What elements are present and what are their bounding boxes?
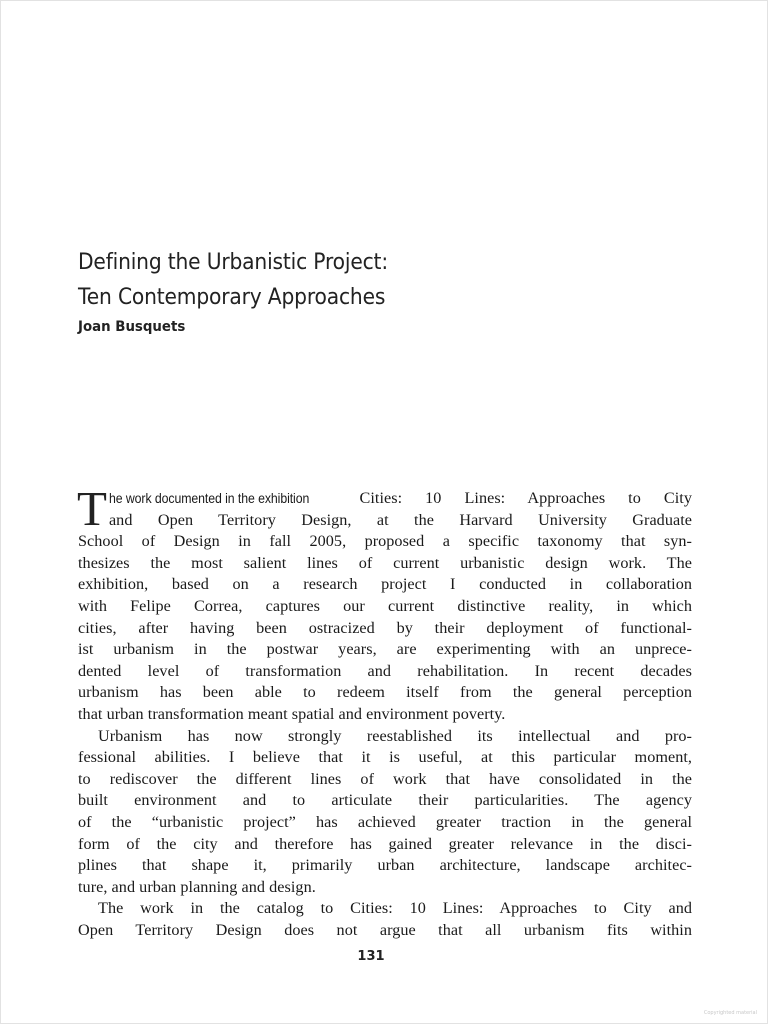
chapter-author: Joan Busquets: [78, 319, 186, 335]
body-line: School of Design in fall 2005, proposed a specific taxonomy that syn-: [78, 532, 692, 551]
body-line: built environment and to articulate their particularities. The agency: [78, 791, 692, 810]
body-line: fessional abilities. I believe that it is useful, at this particular moment,: [78, 748, 692, 767]
chapter-body: [77, 481, 692, 941]
body-line: to rediscover the different lines of work that have consolidated in the: [78, 769, 692, 788]
page-number: 131: [357, 949, 385, 964]
body-line: with Felipe Correa, captures our current distinctive reality, in which: [78, 596, 692, 615]
body-line: dented level of transformation and rehabilitation. In recent decades: [78, 661, 692, 680]
line-1-rest: Cities: 10 Lines: Approaches to City: [359, 489, 692, 507]
body-line: urbanism has been able to redeem itself from the general perception: [78, 683, 692, 702]
body-line: The work in the catalog to Cities: 10 Lines: Approaches to City and: [98, 899, 692, 918]
body-line: cities, after having been ostracized by their deployment of functional-: [78, 618, 692, 637]
drop-cap: T: [77, 481, 107, 536]
body-line: that urban transformation meant spatial and environment poverty.: [78, 704, 506, 723]
opening-paragraph: [77, 481, 692, 726]
body-line: thesizes the most salient lines of current urbanistic design work. The: [78, 553, 692, 572]
body-line: Open Territory Design does not argue that all urbanism fits within: [78, 920, 692, 939]
body-line: Urbanism has now strongly reestablished its intellectual and pro-: [98, 726, 692, 745]
body-line: plines that shape it, primarily urban architecture, landscape architec-: [78, 856, 692, 875]
paragraph-2: [78, 726, 692, 899]
paragraph-3: [78, 898, 692, 941]
body-line: of the “urbanistic project” has achieved greater traction in the general: [78, 812, 692, 831]
chapter-title-line-2: Ten Contemporary Approaches: [78, 284, 386, 310]
body-line: exhibition, based on a research project I conducted in collaboration: [78, 575, 692, 594]
paragraph-1-lines: [78, 531, 692, 725]
chapter-title-line-1: Defining the Urbanistic Project:: [78, 249, 388, 275]
lead-in-text: he work documented in the exhibition: [108, 490, 310, 506]
body-line: [78, 488, 692, 510]
body-line: form of the city and therefore has gained greater relevance in the disci-: [78, 834, 692, 853]
body-line: ture, and urban planning and design.: [78, 877, 316, 896]
body-line: and Open Territory Design, at the Harvard University Graduate: [108, 510, 692, 529]
copyright-note: Copyrighted material: [703, 1010, 757, 1016]
body-line: ist urbanism in the postwar years, are experimenting with an unprece-: [78, 640, 692, 659]
chapter-title: [78, 245, 636, 315]
chapter-heading: [78, 245, 698, 337]
